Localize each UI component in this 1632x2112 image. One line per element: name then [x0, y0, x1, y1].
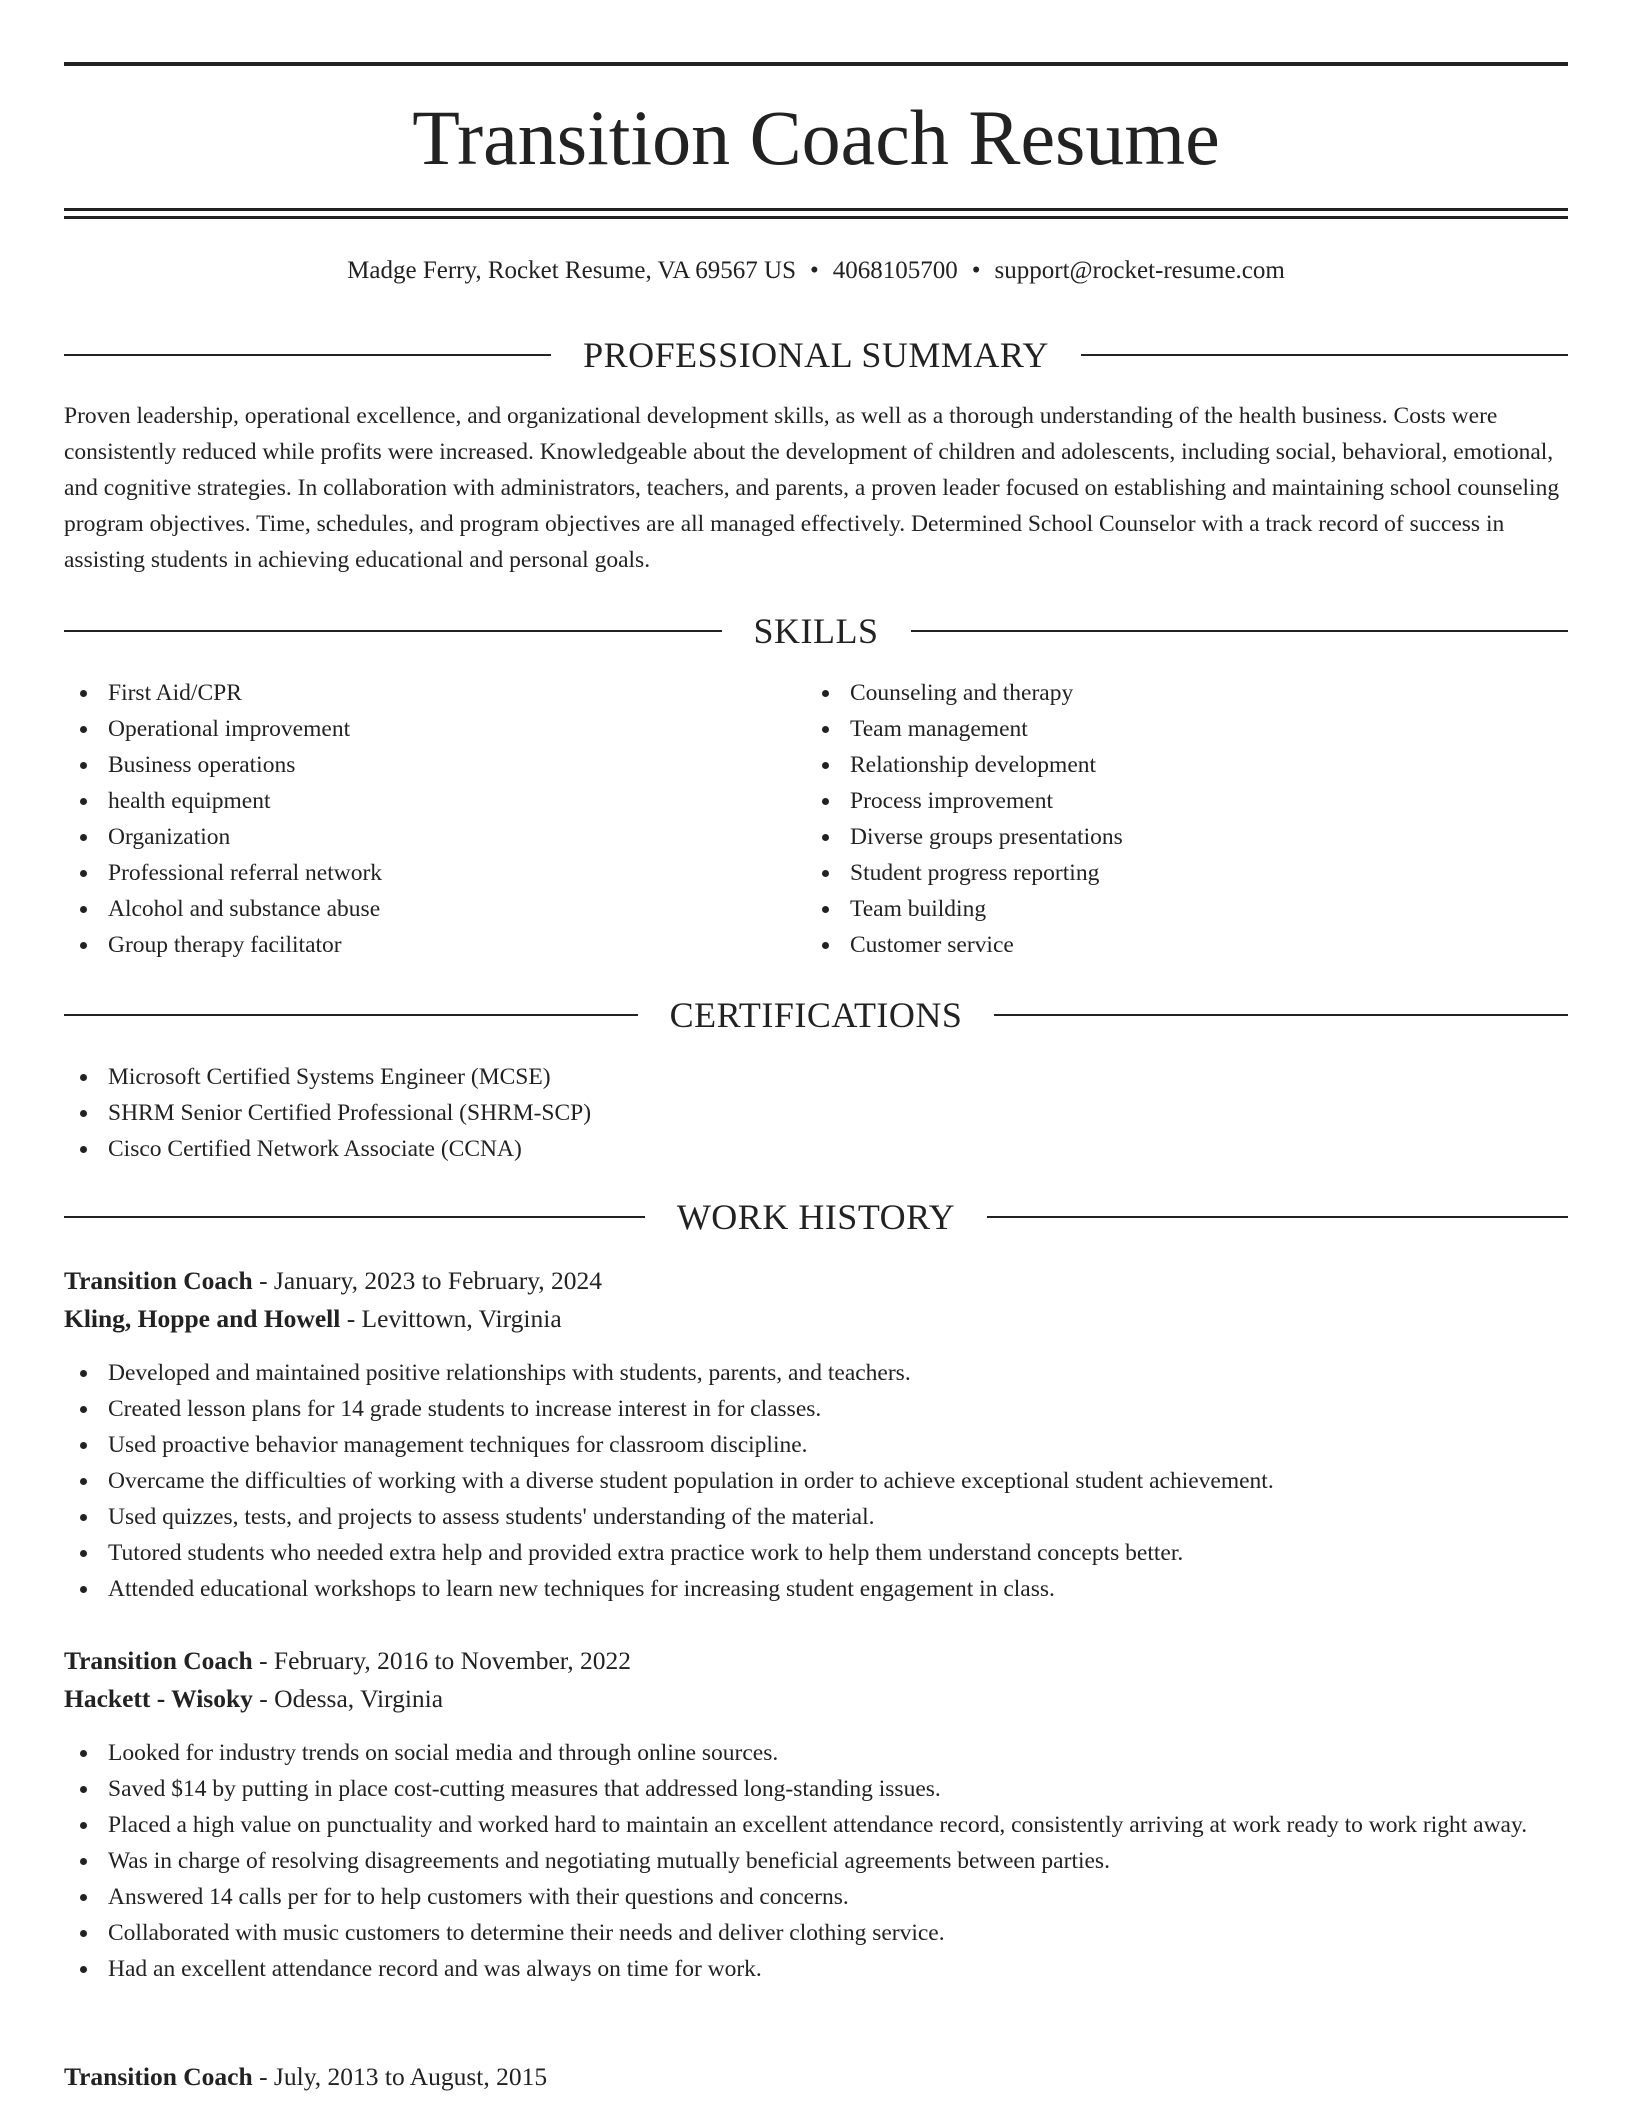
contact-line	[64, 253, 1568, 289]
skill-item: Student progress reporting	[806, 855, 1546, 891]
certifications-heading	[64, 993, 1568, 1037]
skill-item: Customer service	[806, 927, 1546, 963]
job-company-line	[64, 1680, 1568, 1718]
job-company: Kling, Hoppe and Howell	[64, 1304, 341, 1333]
heading-rule-right	[911, 630, 1569, 632]
skill-item: Organization	[64, 819, 804, 855]
summary-text: Proven leadership, operational excellence, and organizational development skills, as well as a thorough understanding of the health business. Costs were consistently reduced while profits were increased. Knowledgeable about the development of children and adolescents, including social, behavioral, emotional, and cognitive strategies. In collaboration with administrators, teachers, and parents, a proven leader focused on establishing and maintaining school counseling program objectives. Time, schedules, and program objectives are all managed effectively. Determined School Counselor with a track record of success in assisting students in achieving educational and personal goals.	[64, 403, 1560, 573]
contact-separator: •	[810, 257, 819, 284]
heading-rule-left	[64, 1216, 645, 1218]
job-duty-item: Had an excellent attendance record and was always on time for work.	[64, 1951, 1568, 1987]
skill-item: Professional referral network	[64, 855, 804, 891]
skill-item: Process improvement	[806, 783, 1546, 819]
job-duty-item: Overcame the difficulties of working with a diverse student population in order to achieve exceptional student achievement.	[64, 1463, 1568, 1499]
skill-item: Diverse groups presentations	[806, 819, 1546, 855]
certification-item: SHRM Senior Certified Professional (SHRM-SCP)	[64, 1095, 1568, 1131]
resume-title: Transition Coach Resume	[412, 94, 1220, 181]
contact-address: Madge Ferry, Rocket Resume, VA 69567 US	[347, 257, 796, 284]
job-title: Transition Coach	[64, 1266, 253, 1295]
skill-item: First Aid/CPR	[64, 675, 804, 711]
heading-rule-left	[64, 354, 551, 356]
job-duty-item: Developed and maintained positive relationships with students, parents, and teachers.	[64, 1355, 1568, 1391]
job-company: Hackett - Wisoky	[64, 1684, 253, 1713]
job-duty-item: Placed a high value on punctuality and worked hard to maintain an excellent attendance record, consistently arriving at work ready to work right away.	[64, 1807, 1568, 1843]
job-duty-item: Used proactive behavior management techniques for classroom discipline.	[64, 1427, 1568, 1463]
heading-rule-right	[1081, 354, 1568, 356]
job-location: - Odessa, Virginia	[252, 1684, 444, 1713]
job-duties-list	[64, 1355, 1568, 1607]
contact-separator: •	[971, 257, 981, 284]
job-duties-list	[64, 1735, 1568, 1987]
job-location: - Levittown, Virginia	[340, 1304, 562, 1333]
certification-item: Cisco Certified Network Associate (CCNA)	[64, 1131, 1568, 1167]
top-rule	[64, 62, 1568, 66]
contact-email: support@rocket-resume.com	[994, 257, 1285, 284]
job-duty-item: Answered 14 calls per for to help customers with their questions and concerns.	[64, 1879, 1568, 1915]
skills-list-right	[806, 675, 1546, 963]
job-duty-item: Used quizzes, tests, and projects to assess students' understanding of the material.	[64, 1499, 1568, 1535]
title-rule-upper	[64, 208, 1568, 211]
heading-rule-left	[64, 1014, 638, 1016]
heading-rule-left	[64, 630, 722, 632]
skill-item: Business operations	[64, 747, 804, 783]
job-duty-item: Created lesson plans for 14 grade students to increase interest in for classes.	[64, 1391, 1568, 1427]
summary-heading-label: PROFESSIONAL SUMMARY	[583, 335, 1049, 375]
job-duty-item: Saved $14 by putting in place cost-cutting measures that addressed long-standing issues.	[64, 1771, 1568, 1807]
skill-item: Team building	[806, 891, 1546, 927]
heading-rule-right	[987, 1216, 1568, 1218]
skill-item: Group therapy facilitator	[64, 927, 804, 963]
job-title-line	[64, 1642, 1568, 1680]
skills-heading	[64, 609, 1568, 653]
job-title: Transition Coach	[64, 2062, 253, 2091]
contact-phone: 4068105700	[832, 257, 958, 284]
job-duty-item: Attended educational workshops to learn new techniques for increasing student engagement in class.	[64, 1571, 1568, 1607]
job-duty-item: Looked for industry trends on social media and through online sources.	[64, 1735, 1568, 1771]
job-title: Transition Coach	[64, 1646, 253, 1675]
skills-heading-label: SKILLS	[753, 611, 879, 651]
job-duty-item: Collaborated with music customers to determine their needs and deliver clothing service.	[64, 1915, 1568, 1951]
job-duty-item: Tutored students who needed extra help and provided extra practice work to help them understand concepts better.	[64, 1535, 1568, 1571]
title-rule-lower	[64, 216, 1568, 219]
skill-item: Alcohol and substance abuse	[64, 891, 804, 927]
job-title-line	[64, 1262, 1568, 1300]
skill-item: Operational improvement	[64, 711, 804, 747]
skill-item: Counseling and therapy	[806, 675, 1546, 711]
skills-list-left	[64, 675, 804, 963]
job-company-line	[64, 1300, 1568, 1338]
work-history-heading-label: WORK HISTORY	[676, 1197, 956, 1237]
job-title-line	[64, 2058, 1568, 2096]
skill-item: Team management	[806, 711, 1546, 747]
job-duty-item: Was in charge of resolving disagreements and negotiating mutually beneficial agreements between parties.	[64, 1843, 1568, 1879]
certifications-list	[64, 1059, 1568, 1167]
certification-item: Microsoft Certified Systems Engineer (MCSE)	[64, 1059, 1568, 1095]
certifications-heading-label: CERTIFICATIONS	[669, 995, 963, 1035]
skill-item: health equipment	[64, 783, 804, 819]
job-dates: - February, 2016 to November, 2022	[252, 1646, 632, 1675]
job-dates: - January, 2023 to February, 2024	[252, 1266, 603, 1295]
summary-heading	[64, 333, 1568, 377]
job-dates: - July, 2013 to August, 2015	[252, 2062, 548, 2091]
work-history-heading	[64, 1195, 1568, 1239]
heading-rule-right	[994, 1014, 1568, 1016]
skill-item: Relationship development	[806, 747, 1546, 783]
